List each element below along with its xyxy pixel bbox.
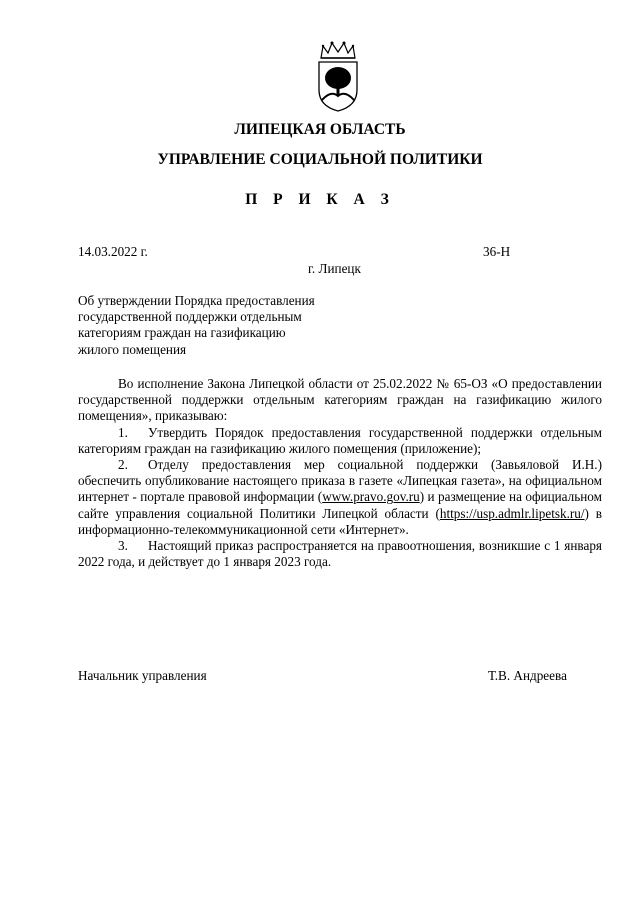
subject-line: жилого помещения	[78, 341, 187, 357]
document-city: г. Липецк	[308, 261, 361, 276]
list-item-number: 3.	[118, 538, 128, 554]
usp-site-link[interactable]: https://usp.admlr.lipetsk.ru/	[439, 505, 585, 521]
list-item-2	[78, 457, 602, 538]
pravo-link[interactable]: www.pravo.gov.ru	[322, 489, 420, 505]
list-item-text: ) и размещение на официальном сайте управления социальной Политики Липецкой области (	[78, 489, 602, 521]
signatory-name: Т.В. Андреева	[488, 668, 567, 683]
signatory-position: Начальник управления	[78, 668, 207, 683]
coat-of-arms-icon	[311, 38, 365, 112]
subject-line: Об утверждении Порядка предоставления	[78, 293, 315, 308]
list-item-3	[78, 538, 602, 570]
document-date: 14.03.2022 г.	[78, 244, 148, 259]
subject-line: категориям граждан на газификацию	[78, 325, 286, 341]
region-title: ЛИПЕЦКАЯ ОБЛАСТЬ	[234, 121, 406, 138]
list-item-text: ) в информационно-телекоммуникационной сети «Интернет».	[78, 505, 602, 537]
subject-line: государственной поддержки отдельным	[78, 309, 302, 325]
document-number: 36-Н	[483, 244, 511, 259]
list-item-text: Настоящий приказ распространяется на правоотношения, возникшие с 1 января 2022 года, и действует до 1 января 2023 года.	[78, 538, 602, 570]
list-item-1	[78, 425, 602, 457]
list-item-text: Отделу предоставления мер социальной поддержки (Завьяловой И.Н.) обеспечить опубликование настоящего приказа в газете «Липецкая газета», на официальном интернет - портале правовой информации (	[78, 457, 602, 505]
list-item-text: Утвердить Порядок предоставления государственной поддержки отдельным категориям граждан на газификацию жилого помещения (приложение);	[78, 424, 602, 456]
intro-paragraph: Во исполнение Закона Липецкой области от 25.02.2022 № 65-ОЗ «О предоставлении государственной поддержки отдельным категориям граждан на газификацию жилого помещения», приказываю:	[78, 376, 602, 424]
document-type-title: П Р И К А З	[245, 191, 395, 208]
department-title: УПРАВЛЕНИЕ СОЦИАЛЬНОЙ ПОЛИТИКИ	[157, 151, 483, 168]
document-subject	[78, 293, 378, 358]
list-item-number: 2.	[118, 457, 128, 473]
list-item-number: 1.	[118, 424, 128, 440]
document-body	[78, 376, 602, 570]
